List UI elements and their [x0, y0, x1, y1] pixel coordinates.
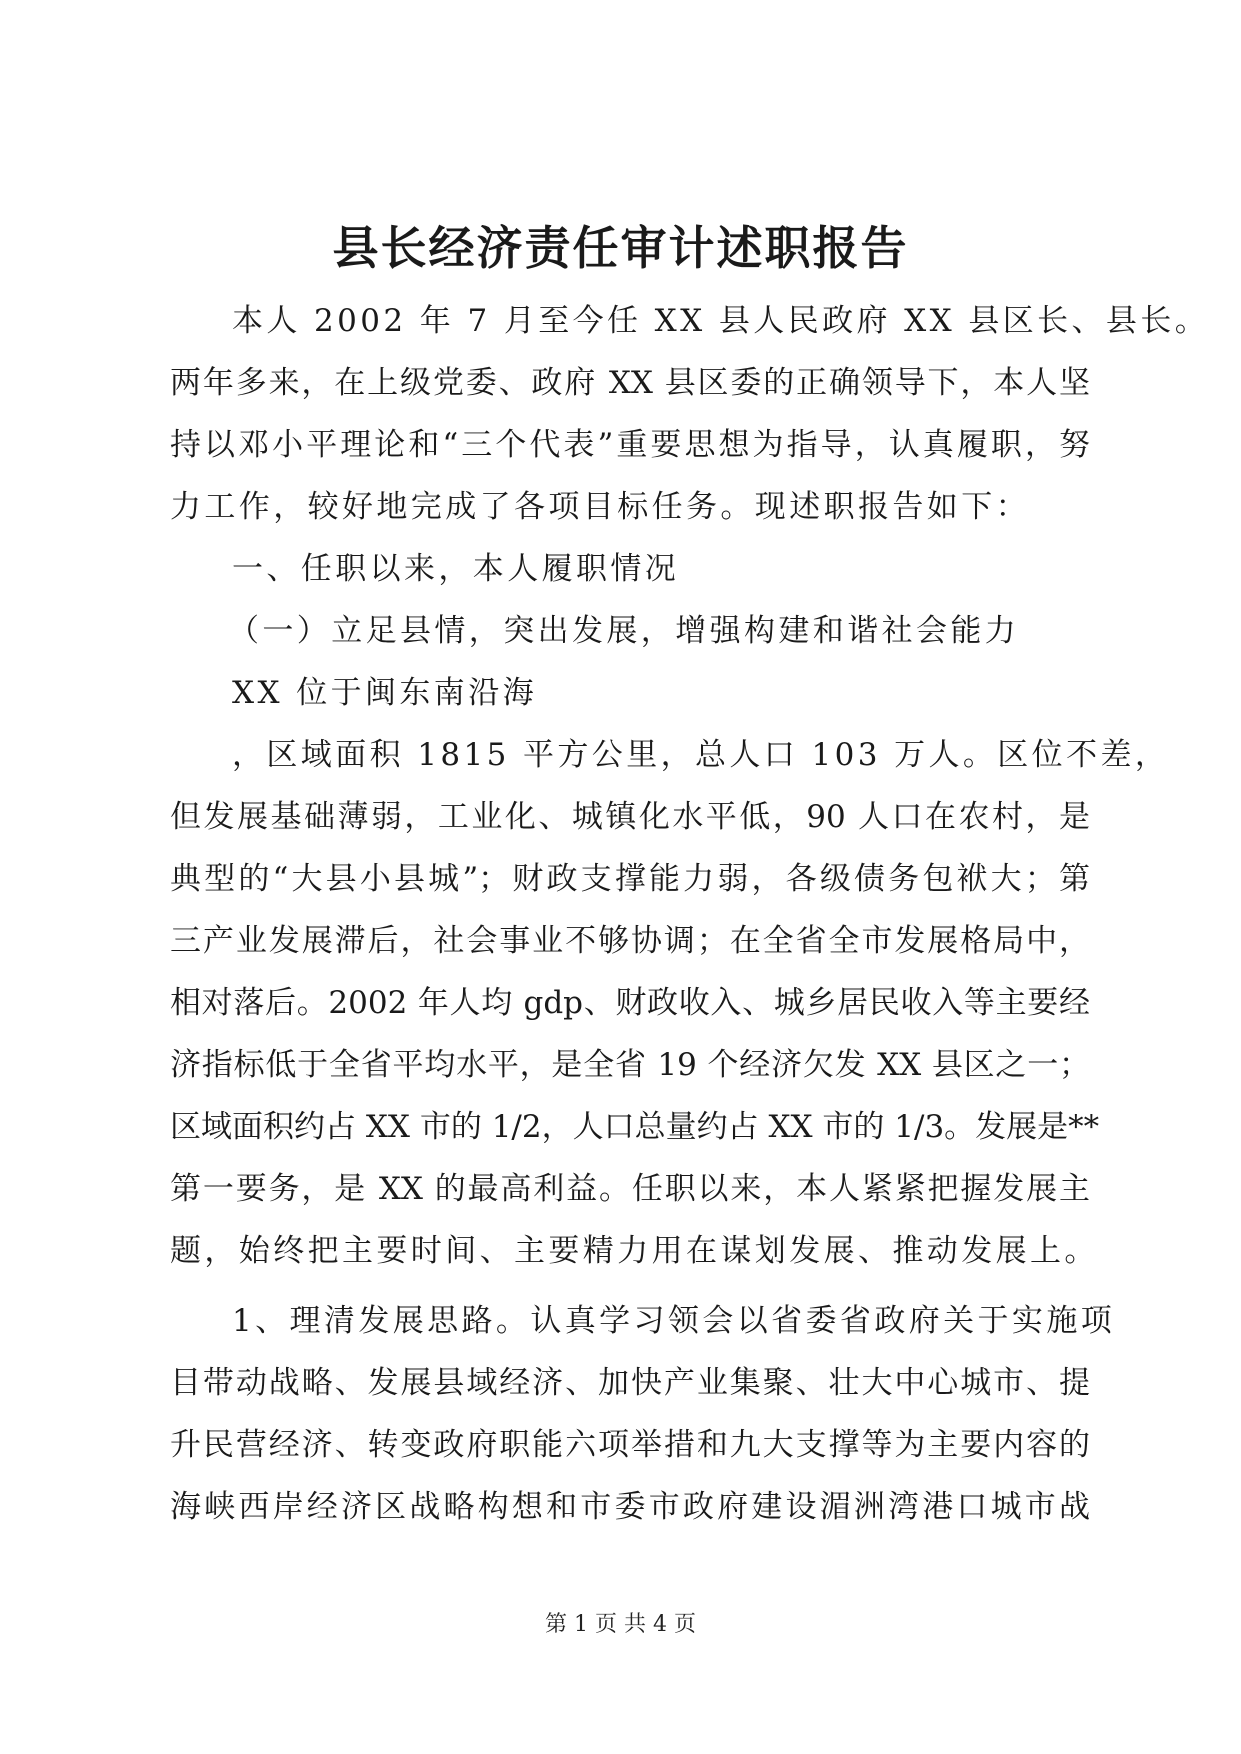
- paragraph-line: 第一要务，是 XX 的最高利益。任职以来，本人紧紧把握发展主: [170, 1171, 1090, 1207]
- document-title: 县长经济责任审计述职报告: [332, 221, 909, 275]
- paragraph-line: 1、理清发展思路。认真学习领会以省委省政府关于实施项: [232, 1303, 1116, 1339]
- paragraph-line: XX 位于闽东南沿海: [232, 675, 537, 711]
- paragraph-line: 海峡西岸经济区战略构想和市委市政府建设湄洲湾港口城市战: [170, 1489, 1090, 1525]
- paragraph-line: 相对落后。2002 年人均 gdp、财政收入、城乡居民收入等主要经: [170, 985, 1090, 1021]
- paragraph-line: 两年多来，在上级党委、政府 XX 县区委的正确领导下，本人坚: [170, 365, 1090, 401]
- paragraph-line: 升民营经济、转变政府职能六项举措和九大支撑等为主要内容的: [170, 1427, 1090, 1463]
- paragraph-line: 目带动战略、发展县域经济、加快产业集聚、壮大中心城市、提: [170, 1365, 1090, 1401]
- paragraph-line: 三产业发展滞后，社会事业不够协调；在全省全市发展格局中，: [170, 923, 1090, 959]
- page-number: 第 1 页 共 4 页: [545, 1612, 696, 1637]
- paragraph-line: 区域面积约占 XX 市的 1/2，人口总量约占 XX 市的 1/3。发展是**: [170, 1109, 1100, 1145]
- paragraph-line: 力工作，较好地完成了各项目标任务。现述职报告如下：: [170, 489, 1030, 525]
- paragraph-line: ，区域面积 1815 平方公里，总人口 103 万人。区位不差，: [232, 737, 1170, 773]
- paragraph-line: 济指标低于全省平均水平，是全省 19 个经济欠发 XX 县区之一；: [170, 1047, 1090, 1083]
- paragraph-line: 典型的“大县小县城”；财政支撑能力弱，各级债务包袱大；第: [170, 861, 1090, 897]
- paragraph-line: 但发展基础薄弱，工业化、城镇化水平低，90 人口在农村，是: [170, 799, 1090, 835]
- paragraph-line: 持以邓小平理论和“三个代表”重要思想为指导，认真履职，努: [170, 427, 1090, 463]
- paragraph-line: 本人 2002 年 7 月至今任 XX 县人民政府 XX 县区长、县长。: [232, 303, 1210, 339]
- section-heading: 一、任职以来，本人履职情况: [232, 551, 680, 587]
- subsection-heading: （一）立足县情，突出发展，增强构建和谐社会能力: [228, 613, 1020, 649]
- document-body: [170, 290, 1210, 1538]
- paragraph-line: 题，始终把主要时间、主要精力用在谋划发展、推动发展上。: [170, 1233, 1099, 1269]
